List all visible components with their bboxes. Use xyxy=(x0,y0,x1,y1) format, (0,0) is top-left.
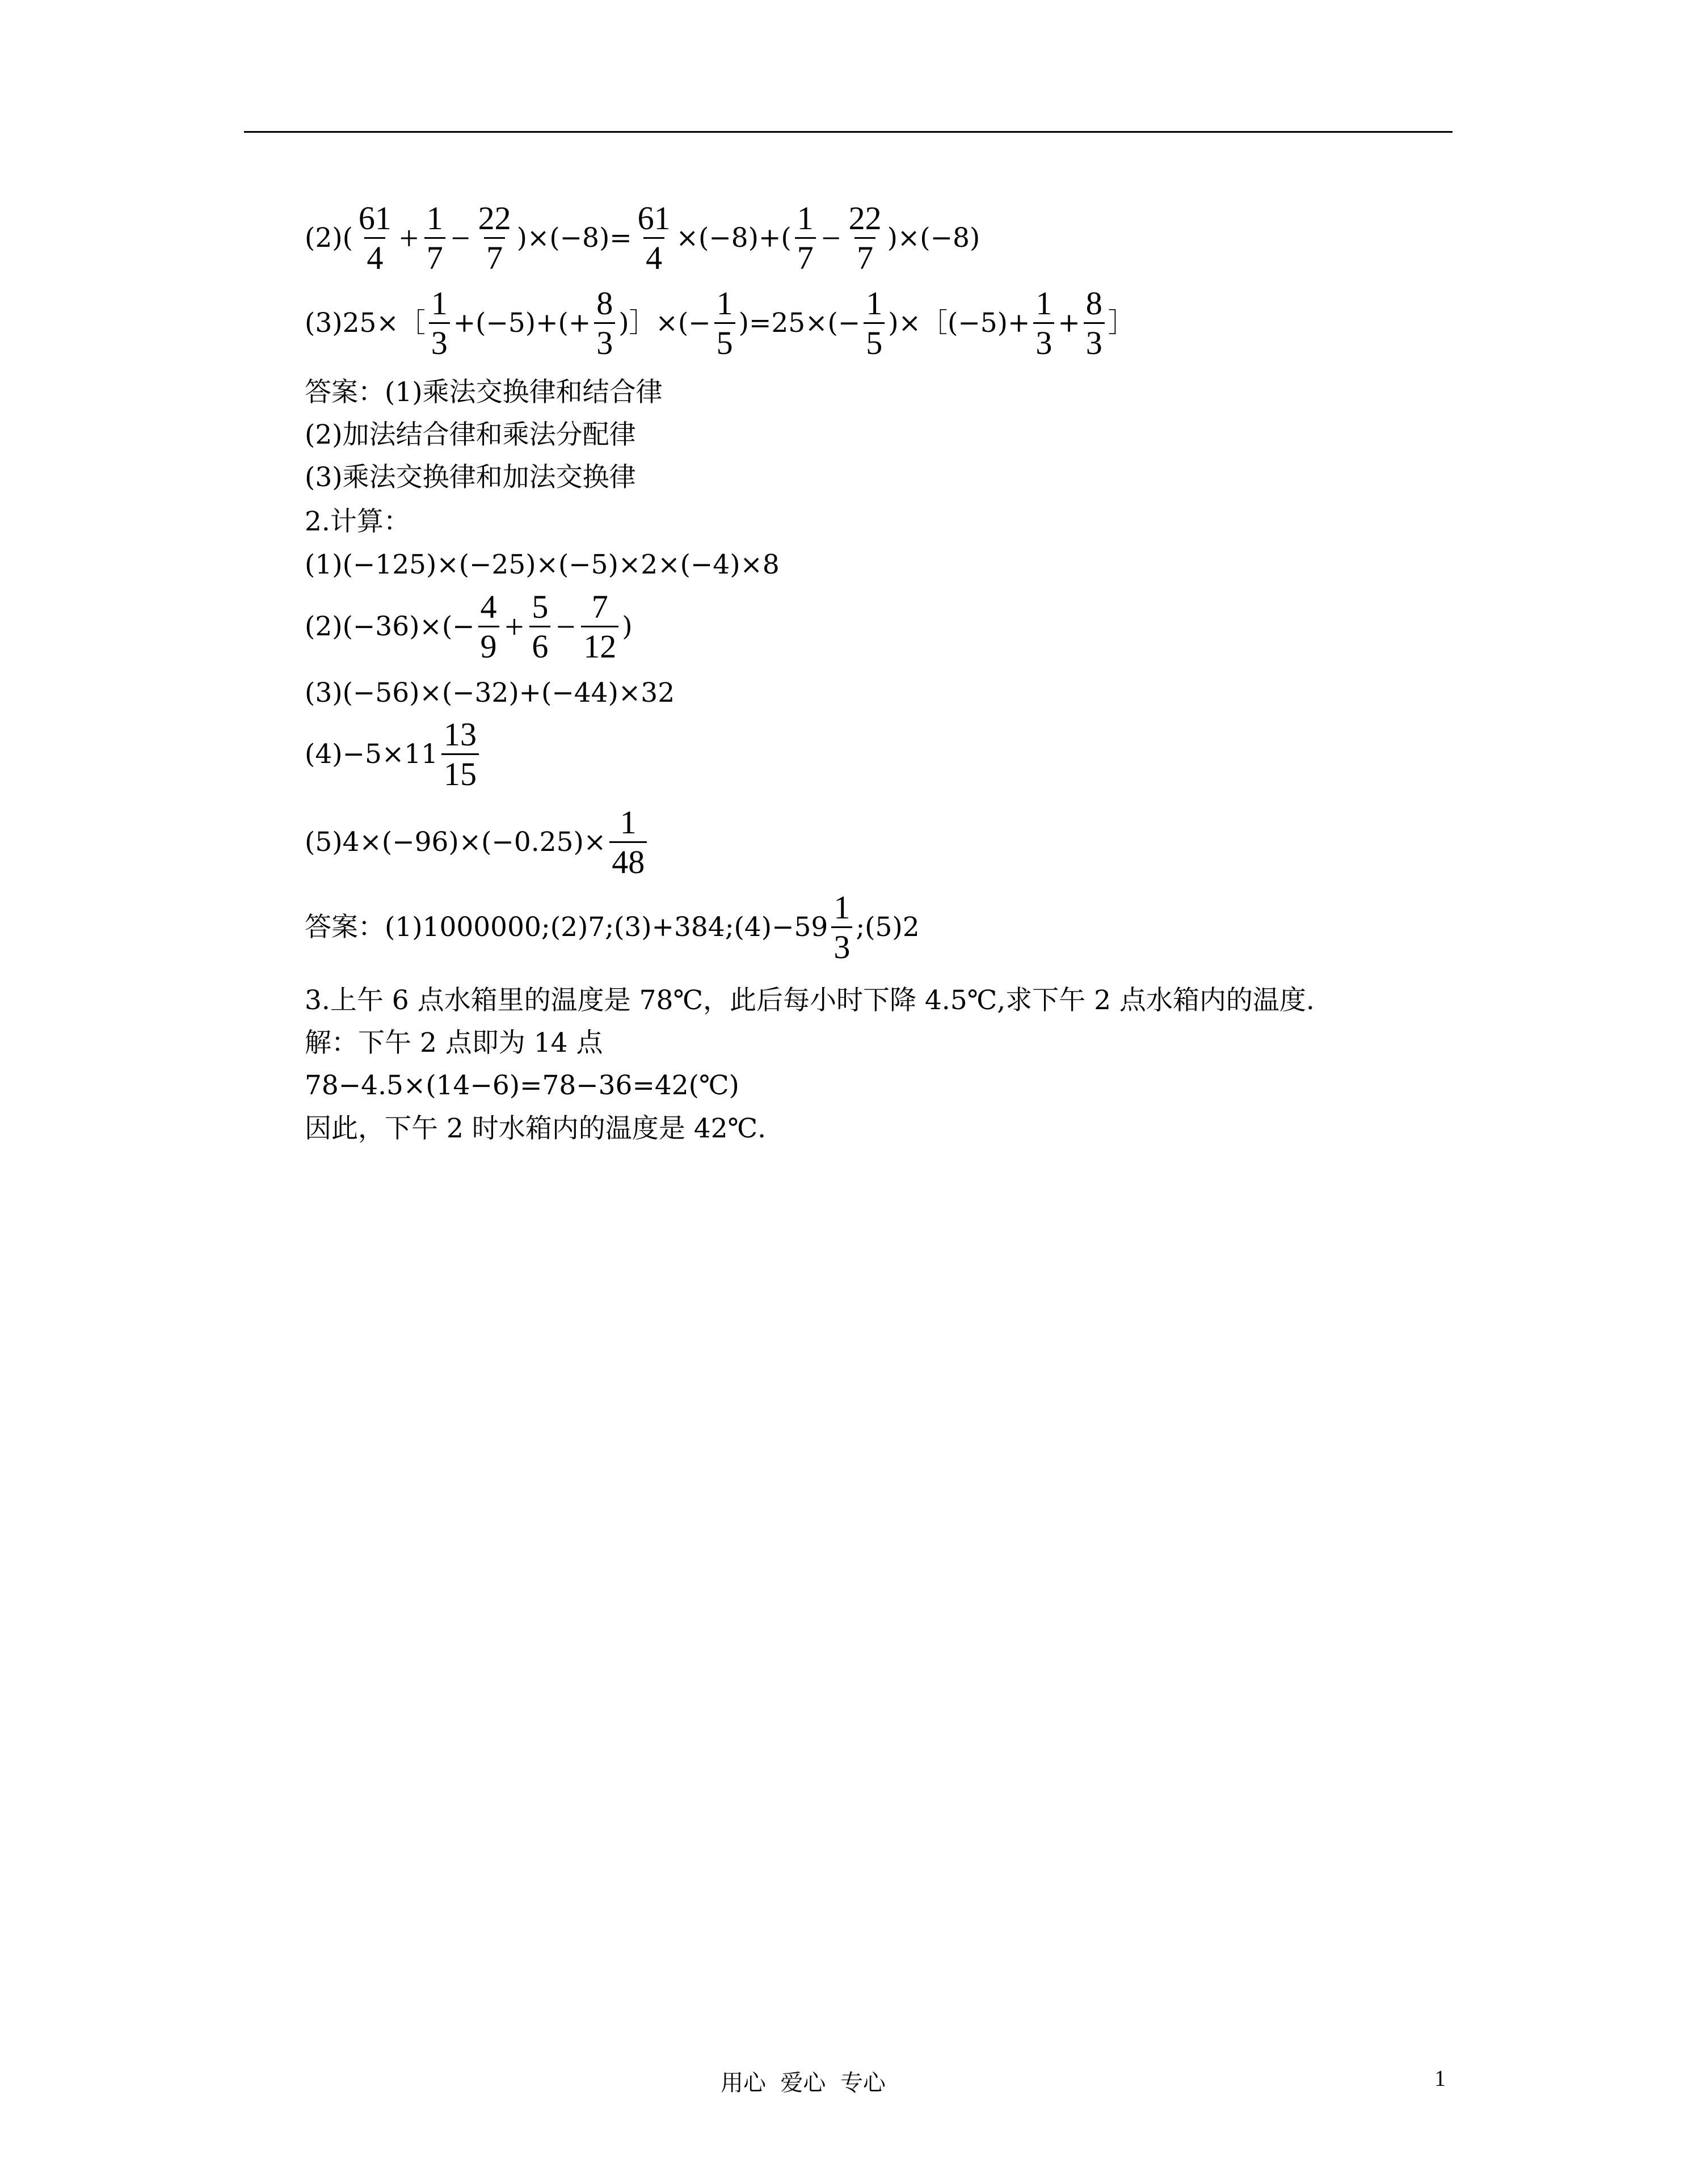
footer-slogan: 用心 爱心 专心 xyxy=(721,2070,886,2096)
fraction: $\frac{61}{4}$ xyxy=(358,200,392,277)
fraction: $\frac{1}{5}$ xyxy=(864,286,885,360)
question-2-part-4: (4)−5×11 $\frac{13}{15}$ xyxy=(305,718,482,791)
fraction: $\frac{1}{3}$ xyxy=(1033,286,1054,360)
answer-line-1: 答案：(1)乘法交换律和结合律 xyxy=(305,377,663,408)
fraction: $\frac{22}{7}$ xyxy=(478,200,511,277)
fraction: $\frac{1}{5}$ xyxy=(714,286,735,360)
header-rule xyxy=(244,131,1453,133)
question-2-part-3: (3)(−56)×(−32)+(−44)×32 xyxy=(305,677,675,709)
fraction: $\frac{1}{7}$ xyxy=(424,201,445,275)
solution-line-2: 78−4.5×(14−6)=78−36=42(℃) xyxy=(305,1070,739,1101)
fraction: $\frac{7}{12}$ xyxy=(581,590,618,663)
fraction: $\frac{22}{7}$ xyxy=(848,200,882,277)
fraction: $\frac{1}{48}$ xyxy=(609,806,647,879)
fraction: $\frac{61}{4}$ xyxy=(637,200,671,277)
fraction: $\frac{8}{3}$ xyxy=(594,286,615,360)
question-2-title: 2.计算： xyxy=(305,506,410,537)
fraction: $\frac{5}{6}$ xyxy=(529,590,550,663)
answer-line-2: (2)加法结合律和乘法分配律 xyxy=(305,419,636,450)
fraction: $\frac{1}{3}$ xyxy=(429,286,450,360)
question-2-answer: 答案：(1)1000000;(2)7;(3)+384;(4)−59 $\frac{1}{3}$ ;(5)2 xyxy=(305,889,920,966)
fraction: $\frac{8}{3}$ xyxy=(1084,286,1105,360)
solution-line-3: 因此，下午 2 时水箱内的温度是 42℃. xyxy=(305,1113,767,1144)
question-2-part-2: (2)(−36)×(− $\frac{4}{9}$ + $\frac{5}{6}$ − $\frac{7}{12}$ ) xyxy=(305,588,633,665)
fraction: $\frac{4}{9}$ xyxy=(478,590,499,663)
page-number: 1 xyxy=(1434,2065,1446,2091)
question-2-part-5: (5)4×(−96)×(−0.25)× $\frac{1}{48}$ xyxy=(305,806,650,879)
question-3: 3.上午 6 点水箱里的温度是 78℃，此后每小时下降 4.5℃,求下午 2 点水箱内的温度. xyxy=(305,985,1315,1016)
prev-item-2: (2)( $\frac{61}{4}$ + $\frac{1}{7}$ − $\frac{22}{7}$ )×(−8)= $\frac{61}{4}$ ×(−8)+( $\frac{1}{7}$ − $\frac{22}{7}$ )×(−8) xyxy=(305,200,980,277)
fraction: $\frac{1}{3}$ xyxy=(831,891,852,964)
solution-line-1: 解：下午 2 点即为 14 点 xyxy=(305,1027,603,1059)
fraction: $\frac{1}{7}$ xyxy=(795,201,816,275)
answer-line-3: (3)乘法交换律和加法交换律 xyxy=(305,462,636,493)
prev-item-3: (3)25×［ $\frac{1}{3}$ +(−5)+(+ $\frac{8}{3}$ )］×(− $\frac{1}{5}$ )=25×(− $\frac{1}{5}$ )×［(−5)+ $\frac{1}{3}$ + $\frac{8}{3}$ ］ xyxy=(305,285,1135,362)
question-2-part-1: (1)(−125)×(−25)×(−5)×2×(−4)×8 xyxy=(305,549,780,580)
fraction: $\frac{13}{15}$ xyxy=(441,718,479,791)
